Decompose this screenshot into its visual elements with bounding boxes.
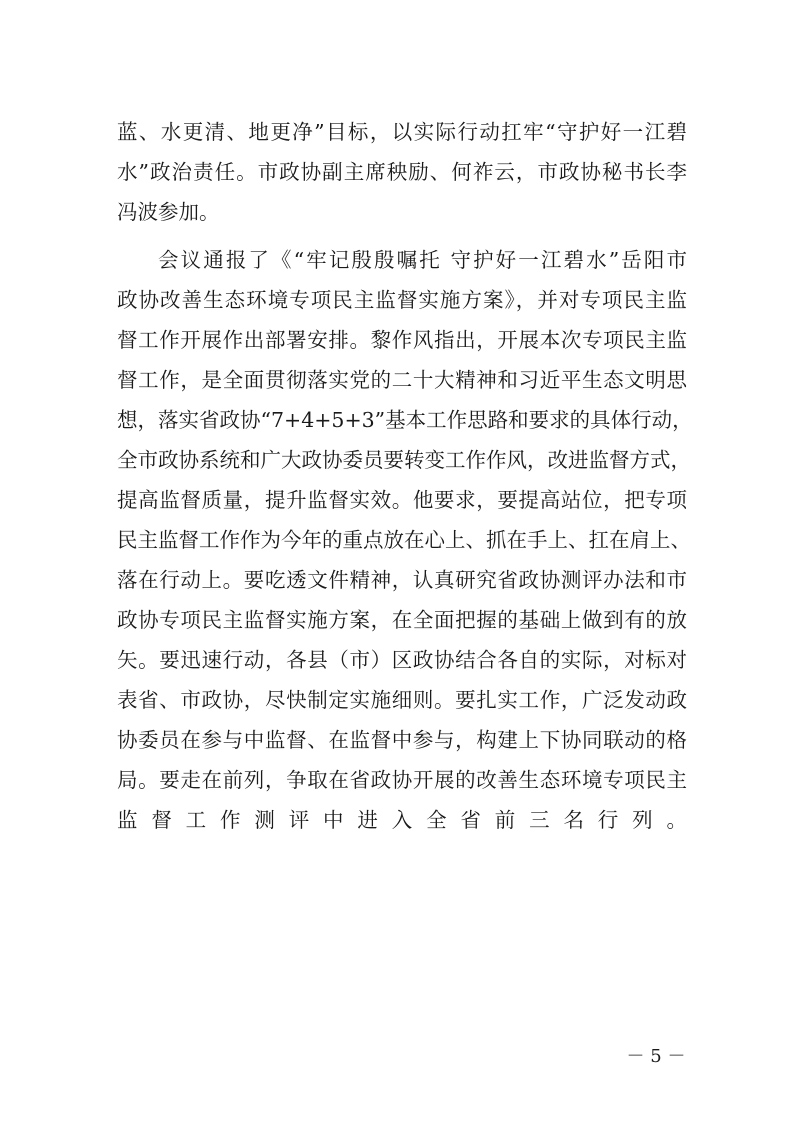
text-line [117, 840, 687, 880]
text-line: 民主监督工作作为今年的重点放在心上、抓在手上、扛在肩上、 [117, 528, 691, 552]
text-line: 想，落实省政协“7+4+5+3”基本工作思路和要求的具体行动， [117, 408, 693, 432]
text-line: 督工作开展作出部署安排。黎作风指出，开展本次专项民主监 [117, 328, 687, 352]
text-line: 政协改善生态环境专项民主监督实施方案》，并对专项民主监 [117, 288, 687, 312]
page-number: － 5 － [626, 1046, 686, 1067]
text-line: 提高监督质量，提升监督实效。他要求，要提高站位，把专项 [117, 488, 687, 512]
text-line: 冯波参加。 [117, 200, 220, 224]
text-line: 表省、市政协，尽快制定实施细则。要扎实工作，广泛发动政 [117, 688, 687, 712]
paragraph-1 [117, 112, 687, 232]
text-line: 督工作，是全面贯彻落实党的二十大精神和习近平生态文明思 [117, 368, 687, 392]
text-line: 政协专项民主监督实施方案，在全面把握的基础上做到有的放 [117, 608, 687, 632]
paragraph-gap [117, 232, 687, 240]
document-body [117, 112, 693, 920]
text-line: 水”政治责任。市政协副主席秧励、何祚云，市政协秘书长李 [117, 160, 687, 184]
text-line: 协委员在参与中监督、在监督中参与，构建上下协同联动的格 [117, 728, 687, 752]
text-line [117, 880, 687, 920]
text-line: 矢。要迅速行动，各县（市）区政协结合各自的实际，对标对 [117, 648, 687, 672]
paragraph-2 [117, 240, 693, 920]
text-line: 落在行动上。要吃透文件精神，认真研究省政协测评办法和市 [117, 568, 687, 592]
text-line: 会议通报了《“牢记殷殷嘱托 守护好一江碧水”岳阳市 [158, 248, 687, 272]
text-line: 局。要走在前列，争取在省政协开展的改善生态环境专项民主 [117, 768, 687, 792]
text-line: 监督工作测评中进入全省前三名行列。 [117, 808, 687, 832]
text-line: 蓝、水更清、地更净”目标，以实际行动扛牢“守护好一江碧 [117, 120, 687, 144]
text-line: 全市政协系统和广大政协委员要转变工作作风，改进监督方式， [117, 448, 691, 472]
